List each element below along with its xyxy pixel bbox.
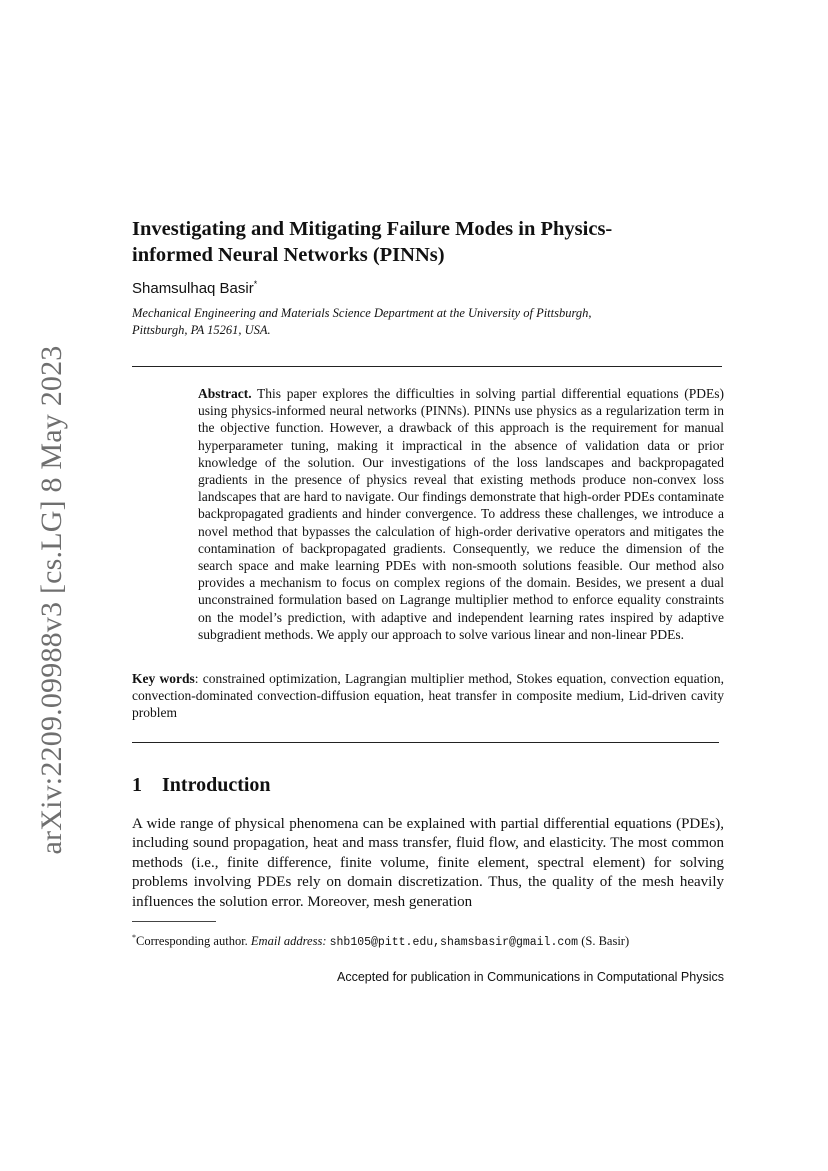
- introduction-paragraph: A wide range of physical phenomena can be explained with partial differential equations (PDEs), including sound propagation, heat and mass transfer, fluid flow, and elasticity. The most common methods (i.e., finite difference, finite volume, finite element, spectral element) for solving problems involving PDEs rely on domain discretization. Thus, the quality of the mesh heavily influences the solution error. Moreover, mesh generation: [132, 816, 724, 910]
- author-affiliation: Mechanical Engineering and Materials Science Department at the University of Pittsburgh, Pittsburgh, PA 15261, USA.: [132, 306, 592, 337]
- abstract-label: Abstract.: [198, 386, 252, 401]
- paper-title: Investigating and Mitigating Failure Modes in Physics-informed Neural Networks (PINNs): [132, 218, 613, 266]
- abstract-text: This paper explores the difficulties in solving partial differential equations (PDEs) using physics-informed neural networks (PINNs). PINNs use physics as a regularization term in the objective function. However, a drawback of this approach is the requirement for manual hyperparameter tuning, making it impractical in the absence of validation data or prior knowledge of the solution. Our investigations of the loss landscapes and backpropagated gradients in the presence of physics reveal that existing methods produce non-convex loss landscapes that are hard to navigate. Our findings demonstrate that high-order PDEs contaminate backpropagated gradients and hinder convergence. To address these challenges, we introduce a novel method that bypasses the calculation of high-order derivative operators and mitigates the contamination of backpropagated gradients. Consequently, we reduce the dimension of the search space and make learning PDEs with non-smooth solutions feasible. Our method also provides a mechanism to focus on complex regions of the domain. Besides, we present a dual unconstrained formulation based on Lagrange multiplier method to enforce equality constraints on the model’s prediction, with adaptive and independent learning rates inspired by adaptive subgradient methods. We apply our approach to solve various linear and non-linear PDEs.: [198, 386, 724, 642]
- footnote-lead: Corresponding author.: [136, 934, 248, 949]
- section-title: Introduction: [162, 774, 271, 796]
- footnote: [132, 930, 732, 951]
- keywords-block: [132, 670, 724, 722]
- keywords-text: : constrained optimization, Lagrangian multiplier method, Stokes equation, convection equation, convection-dominated convection-diffusion equation, heat transfer in composite medium, Lid-driven cavity problem: [132, 671, 724, 721]
- footnote-mark: *: [132, 933, 136, 942]
- footnote-emails: shb105@pitt.edu,shamsbasir@gmail.com: [329, 936, 579, 950]
- arxiv-identifier-stamp: arXiv:2209.09988v3 [cs.LG] 8 May 2023: [35, 345, 68, 855]
- section-heading: [132, 774, 271, 797]
- publication-note: Accepted for publication in Communications in Computational Physics: [337, 970, 724, 984]
- abstract-bottom-rule: [132, 742, 719, 743]
- footnote-tail: (S. Basir): [581, 934, 630, 949]
- footnote-rule: [132, 921, 216, 922]
- author-line: [132, 279, 257, 297]
- author-name: Shamsulhaq Basir: [132, 280, 254, 297]
- abstract-block: [198, 385, 724, 643]
- section-number: 1: [132, 774, 142, 796]
- keywords-label: Key words: [132, 671, 195, 686]
- abstract-top-rule: [132, 366, 722, 367]
- footnote-email-label: Email address:: [250, 934, 327, 949]
- author-footnote-mark: *: [253, 279, 258, 289]
